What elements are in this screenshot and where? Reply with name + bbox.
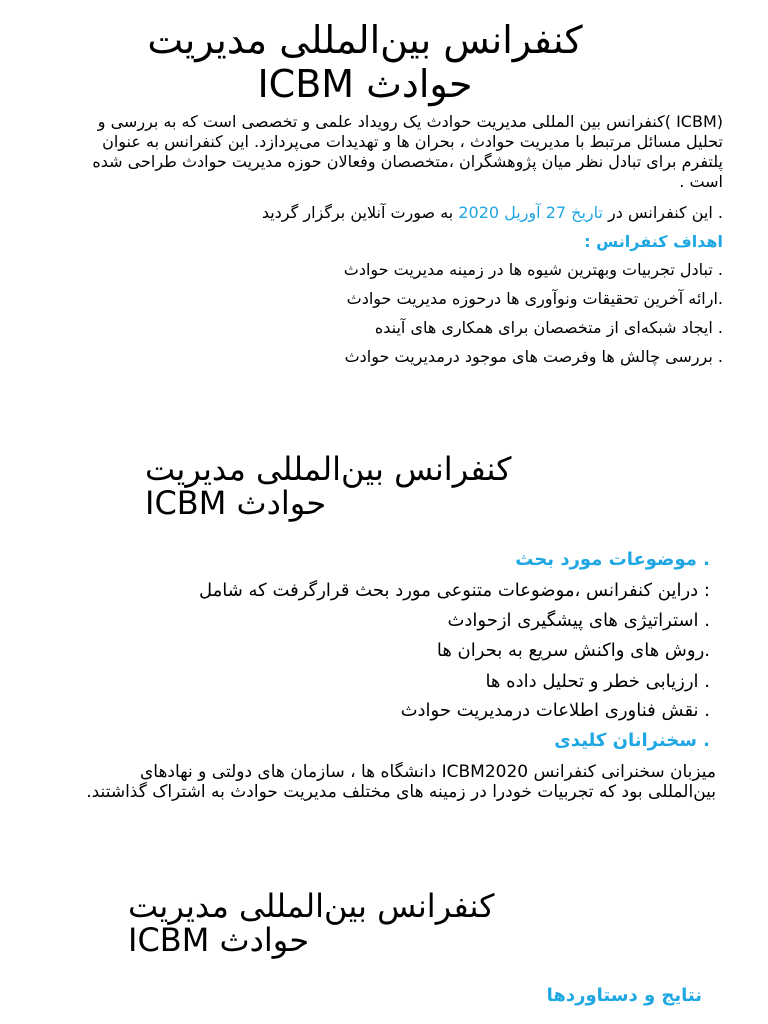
date-text-pre: . این کنفرانس در bbox=[602, 203, 723, 222]
date-highlight: تاریخ 27 آوریل 2020 bbox=[458, 203, 603, 222]
goal-item: . ایجاد شبکه‌ای از متخصصان برای همکاری های آینده bbox=[374, 318, 723, 337]
goal-item: . تبادل تجربیات وبهترین شیوه ها در زمینه مدیریت حوادث bbox=[343, 260, 723, 279]
section2-title: کنفرانس بین‌المللی مدیریت حوادث ICBM bbox=[145, 450, 512, 522]
topic-item: .روش های واکنش سریع به بحران ها bbox=[436, 640, 710, 661]
date-text-post: به صورت آنلاین برگزار گردید bbox=[261, 203, 459, 222]
topic-item: . نقش فناوری اطلاعات درمدیریت حوادث bbox=[400, 700, 710, 721]
section3-title: کنفرانس بین‌المللی مدیریت حوادث ICBM bbox=[128, 887, 495, 959]
section1-intro: (ICBM )کنفرانس بین المللی مدیریت حوادث یک رویداد علمی و تخصصی است که به بررسی و تحلیل مسائل مرتبط با مدیریت حوادث ، بحران ها و تهدیدات می‌پردازد. این کنفرانس به عنوان پلتفرم برای تبادل نظر میان پژوهشگران ،متخصصان وفعالان حوزه مدیریت حوادث طراحی شده است . bbox=[92, 112, 723, 191]
goal-item: .ارائه آخرین تحقیقات ونوآوری ها درحوزه مدیریت حوادث bbox=[346, 289, 723, 308]
goal-item: . بررسی چالش ها وفرصت های موجود درمدیریت حوادث bbox=[344, 347, 723, 366]
topics-heading: . موضوعات مورد بحث bbox=[515, 549, 710, 570]
goals-heading: اهداف کنفرانس : bbox=[584, 232, 723, 251]
topics-intro: : دراین کنفرانس ،موضوعات متنوعی مورد بحث قرارگرفت که شامل bbox=[198, 580, 710, 601]
speakers-text: میزبان سخنرانی کنفرانس ICBM2020 دانشگاه ها ، سازمان های دولتی و نهادهای بین‌المللی بود که تجربیات خودرا در زمینه های مختلف مدیریت حوادث به اشتراک گذاشتند. bbox=[86, 762, 716, 802]
results-heading: نتایج و دستاوردها bbox=[546, 985, 702, 1006]
topic-item: . استراتیژی های پیشگیری ازحوادث bbox=[447, 610, 710, 631]
conference-date-line bbox=[100, 202, 723, 224]
section1-title: کنفرانس بین‌المللی مدیریت حوادث ICBM bbox=[147, 18, 583, 106]
topic-item: . ارزیابی خطر و تحلیل داده ها bbox=[485, 671, 710, 692]
speakers-heading: . سخنرانان کلیدی bbox=[554, 730, 710, 751]
